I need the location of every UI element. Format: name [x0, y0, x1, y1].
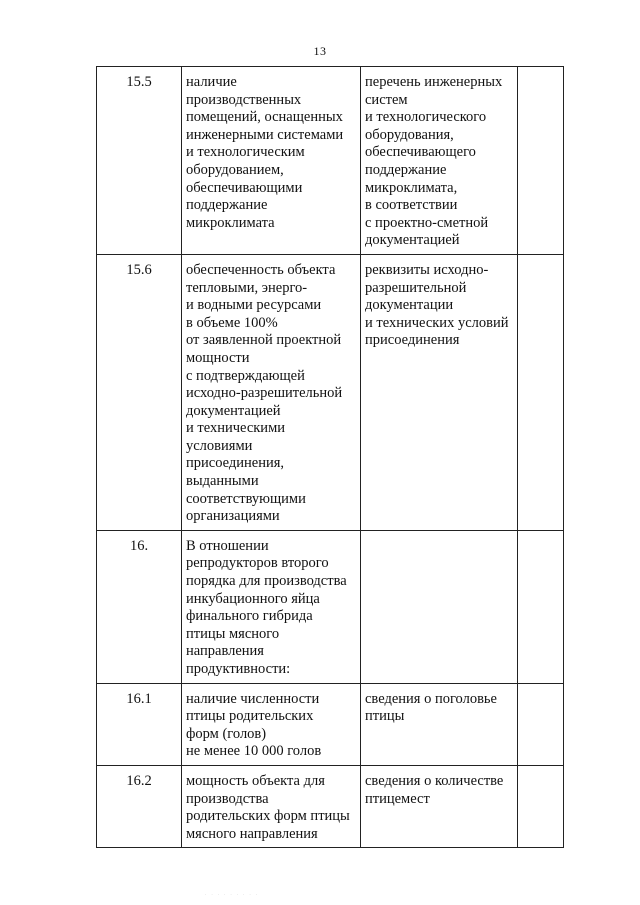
- criterion-line: поддержание: [186, 197, 268, 214]
- documents-line: обеспечивающего: [365, 144, 476, 161]
- criterion-line: не менее 10 000 голов: [186, 743, 322, 760]
- criterion-line: микроклимата: [186, 214, 275, 231]
- criterion-line: производственных: [186, 91, 302, 108]
- criterion-line: и техническими: [186, 420, 286, 437]
- criterion-line: в объеме 100%: [186, 314, 278, 331]
- documents-line: птицы: [365, 708, 405, 725]
- criterion-line: птицы мясного: [186, 625, 280, 642]
- criterion-cell: [182, 765, 361, 847]
- documents-line: и технических условий: [365, 314, 509, 331]
- documents-cell: [361, 683, 518, 765]
- criterion-line: документацией: [186, 402, 281, 419]
- criterion-line: направления: [186, 643, 264, 660]
- empty-cell: [518, 254, 564, 530]
- criterion-line: и технологическим: [186, 144, 305, 161]
- criterion-line: помещений, оснащенных: [186, 109, 343, 126]
- requirements-table-body: [97, 67, 564, 848]
- criterion-cell: [182, 683, 361, 765]
- documents-line: оборудования,: [365, 126, 454, 143]
- documents-line: и технологического: [365, 109, 487, 126]
- criterion-line: мощности: [186, 349, 250, 366]
- table-row: [97, 683, 564, 765]
- criterion-line: выданными: [186, 473, 259, 490]
- documents-line: микроклимата,: [365, 179, 458, 196]
- criterion-line: исходно-разрешительной: [186, 385, 343, 402]
- criterion-line: В отношении: [186, 537, 269, 554]
- documents-line: поддержание: [365, 161, 447, 178]
- documents-line: реквизиты исходно-: [365, 261, 489, 278]
- documents-line: перечень инженерных: [365, 74, 503, 90]
- row-number: 15.6: [97, 254, 182, 530]
- documents-cell: [361, 765, 518, 847]
- criterion-line: обеспечивающими: [186, 179, 303, 196]
- table-row: [97, 254, 564, 530]
- documents-cell: [361, 530, 518, 683]
- criterion-line: птицы родительских: [186, 708, 314, 725]
- criterion-line: мясного направления: [186, 825, 318, 842]
- criterion-line: порядка для производства: [186, 573, 347, 590]
- criterion-line: и водными ресурсами: [186, 297, 322, 314]
- requirements-table: [96, 66, 564, 848]
- documents-line: сведения о поголовье: [365, 690, 497, 707]
- criterion-line: мощность объекта для: [186, 772, 325, 789]
- criterion-line: родительских форм птицы: [186, 808, 350, 825]
- documents-line: с проектно-сметной: [365, 214, 489, 231]
- criterion-line: производства: [186, 790, 269, 807]
- criterion-line: наличие численности: [186, 690, 320, 707]
- criterion-line: соответствующими: [186, 490, 306, 507]
- documents-line: систем: [365, 91, 408, 108]
- criterion-line: присоединения,: [186, 455, 285, 472]
- documents-cell: [361, 254, 518, 530]
- table-row: [97, 530, 564, 683]
- empty-cell: [518, 67, 564, 255]
- criterion-line: тепловыми, энерго-: [186, 279, 308, 296]
- page-number: 13: [313, 44, 327, 58]
- empty-cell: [518, 683, 564, 765]
- row-number: 16.2: [97, 765, 182, 847]
- criterion-line: с подтверждающей: [186, 367, 305, 384]
- criterion-line: от заявленной проектной: [186, 332, 342, 349]
- criterion-line: финального гибрида: [186, 608, 313, 625]
- documents-cell: [361, 67, 518, 255]
- documents-line: птицемест: [365, 790, 430, 807]
- criterion-line: оборудованием,: [186, 161, 284, 178]
- empty-cell: [518, 530, 564, 683]
- criterion-line: условиями: [186, 437, 253, 454]
- empty-cell: [518, 765, 564, 847]
- row-number: 16.: [97, 530, 182, 683]
- criterion-line: организациями: [186, 508, 280, 525]
- criterion-line: продуктивности:: [186, 661, 291, 677]
- criterion-line: инкубационного яйца: [186, 590, 320, 607]
- criterion-line: репродукторов второго: [186, 555, 329, 572]
- criterion-line: форм (голов): [186, 725, 267, 742]
- row-number: 15.5: [97, 67, 182, 255]
- criterion-cell: [182, 67, 361, 255]
- documents-line: разрешительной: [365, 279, 467, 296]
- documents-line: в соответствии: [365, 197, 458, 214]
- criterion-cell: [182, 530, 361, 683]
- documents-line: документации: [365, 297, 454, 314]
- row-number: 16.1: [97, 683, 182, 765]
- documents-line: присоединения: [365, 332, 460, 349]
- documents-line: сведения о количестве: [365, 772, 504, 789]
- criterion-cell: [182, 254, 361, 530]
- table-row: [97, 67, 564, 255]
- scan-artifact: · · · · · · · · ·: [205, 892, 259, 897]
- criterion-line: инженерными системами: [186, 126, 344, 143]
- documents-line: документацией: [365, 232, 460, 249]
- criterion-line: обеспеченность объекта: [186, 261, 336, 278]
- table-row: [97, 765, 564, 847]
- criterion-line: наличие: [186, 74, 237, 90]
